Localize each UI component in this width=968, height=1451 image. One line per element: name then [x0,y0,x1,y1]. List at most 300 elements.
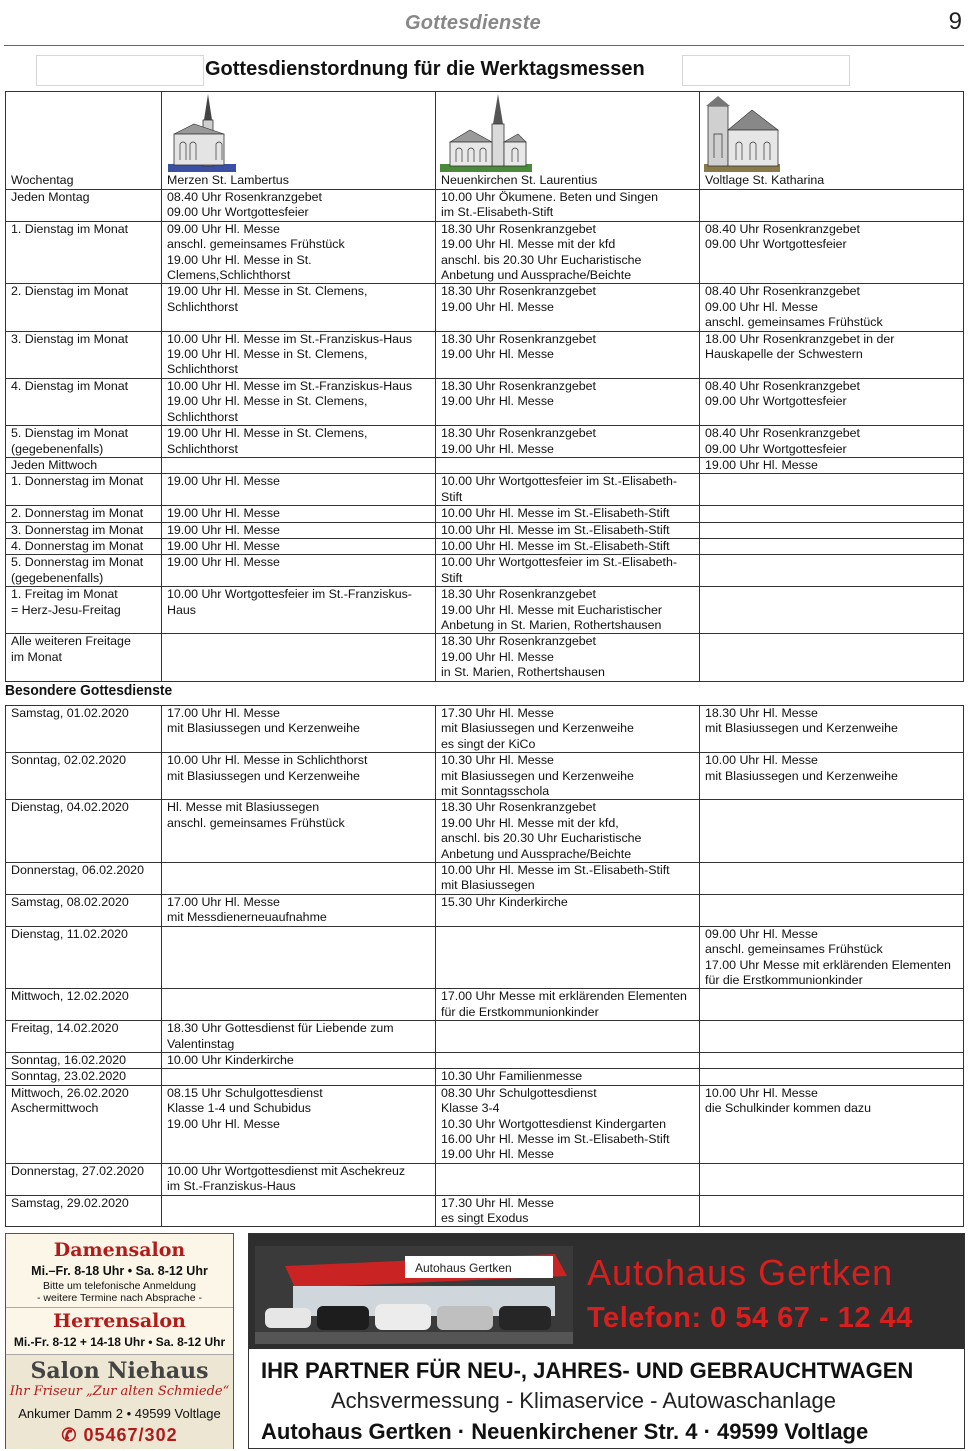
special-row [6,1069,964,1085]
special-merzen-line: 19.00 Uhr Hl. Messe [167,1116,280,1131]
weekday-voltlage-line: 08.40 Uhr Rosenkranzgebet [705,378,860,393]
weekday-cell-voltlage [700,555,964,587]
special-cell-merzen [162,1195,436,1227]
weekday-day-line: 5. Dienstag im Monat [11,426,129,441]
special-cell-day [6,863,162,895]
special-neuenkirchen-line: 19.00 Uhr Hl. Messe mit der kfd, [441,815,619,830]
special-services-heading: Besondere Gottesdienste [5,682,173,699]
weekday-merzen-line: anschl. gemeinsames Frühstück [167,237,345,252]
weekday-row [6,331,964,378]
special-cell-neuenkirchen [436,989,700,1021]
special-cell-merzen [162,926,436,989]
special-neuenkirchen-line: 17.30 Uhr Hl. Messe [441,1195,554,1210]
special-neuenkirchen-line: 17.00 Uhr Messe mit erklärenden Elementen [441,989,687,1004]
weekday-merzen-line: 19.00 Uhr Hl. Messe in St. Clemens, [167,347,368,362]
special-merzen-line: 08.15 Uhr Schulgottesdienst [167,1085,323,1100]
special-voltlage-line: 09.00 Uhr Hl. Messe [705,926,818,941]
special-neuenkirchen-line: mit Sonntagsschola [441,784,550,799]
special-row [6,1195,964,1227]
weekday-day-line: 3. Dienstag im Monat [11,331,129,346]
weekday-cell-voltlage [700,190,964,222]
weekday-cell-neuenkirchen [436,634,700,681]
weekday-row [6,221,964,284]
damensalon-title: Damensalon [53,1239,186,1261]
special-cell-merzen [162,1069,436,1085]
weekday-merzen-line: 10.00 Uhr Hl. Messe im St.-Franziskus-Haus [167,378,413,393]
weekday-cell-day [6,331,162,378]
weekday-neuenkirchen-line: 10.00 Uhr Ökumene. Beten und Singen [441,190,658,204]
weekday-day-line: 4. Donnerstag im Monat [11,538,144,553]
autohaus-tagline: IHR PARTNER FÜR NEU-, JAHRES- UND GEBRAUCHTWAGEN [261,1358,914,1383]
weekday-merzen-line: 10.00 Uhr Hl. Messe im St.-Franziskus-Haus [167,331,413,346]
special-row [6,706,964,753]
weekday-neuenkirchen-line: im St.-Elisabeth-Stift [441,205,554,220]
weekday-cell-voltlage [700,457,964,473]
weekday-cell-merzen [162,331,436,378]
special-day-line: Samstag, 29.02.2020 [11,1195,129,1210]
special-day-line: Samstag, 01.02.2020 [11,706,129,720]
special-cell-voltlage [700,1021,964,1053]
weekday-merzen-line: 19.00 Uhr Hl. Messe [167,538,280,553]
weekday-cell-voltlage [700,587,964,634]
special-cell-merzen [162,1021,436,1053]
special-cell-neuenkirchen [436,863,700,895]
weekday-day-line: = Herz-Jesu-Freitag [11,602,121,617]
weekday-row [6,426,964,458]
neuenkirchen-church-icon [440,94,532,172]
table-header-row [6,92,964,190]
special-merzen-line: mit Messdienerneuaufnahme [167,910,327,925]
weekday-neuenkirchen-line: 19.00 Uhr Hl. Messe [441,394,554,409]
weekday-neuenkirchen-line: Anbetung und Aussprache/Beichte [441,268,632,283]
weekday-cell-neuenkirchen [436,426,700,458]
weekday-cell-voltlage [700,221,964,284]
weekday-cell-neuenkirchen [436,284,700,331]
special-day-line: Dienstag, 11.02.2020 [11,926,128,941]
salon-phone [6,1425,233,1446]
header-voltlage-label: Voltlage St. Katharina [705,172,825,187]
weekday-day-line: im Monat [11,649,62,664]
weekday-merzen-line: Schlichthorst [167,441,238,456]
special-cell-merzen [162,989,436,1021]
weekday-voltlage-line: 09.00 Uhr Wortgottesfeier [705,441,847,456]
weekday-voltlage-line: 09.00 Uhr Hl. Messe [705,299,818,314]
merzen-church-icon [168,94,236,172]
special-neuenkirchen-line: 10.30 Uhr Familienmesse [441,1069,583,1084]
weekday-neuenkirchen-line: in St. Marien, Rothertshausen [441,665,605,680]
dealership-sign: Autohaus Gertken [415,1261,512,1275]
weekday-row [6,538,964,554]
weekday-cell-merzen [162,506,436,522]
page-header [0,8,968,44]
weekday-day-line: 5. Donnerstag im Monat [11,555,144,570]
weekday-merzen-line: Schlichthorst [167,299,238,314]
header-merzen-label: Merzen St. Lambertus [167,172,289,187]
special-neuenkirchen-line: 15.30 Uhr Kinderkirche [441,894,568,909]
weekday-voltlage-line: 18.00 Uhr Rosenkranzgebet in der [705,331,895,346]
weekday-cell-neuenkirchen [436,331,700,378]
title-box-left [36,55,204,86]
weekday-cell-neuenkirchen [436,457,700,473]
special-neuenkirchen-line: Anbetung und Aussprache/Beichte [441,846,632,861]
weekday-voltlage-line: 08.40 Uhr Rosenkranzgebet [705,426,860,441]
special-cell-neuenkirchen [436,1021,700,1053]
special-row [6,989,964,1021]
special-cell-voltlage [700,1195,964,1227]
weekday-cell-neuenkirchen [436,538,700,554]
special-cell-day [6,894,162,926]
special-schedule-table [5,705,964,1227]
special-cell-voltlage [700,1069,964,1085]
dealership-photo [255,1246,573,1344]
weekday-day-line: 1. Donnerstag im Monat [11,474,144,489]
special-cell-voltlage [700,1163,964,1195]
weekday-schedule-table [5,91,964,682]
weekday-cell-merzen [162,474,436,506]
weekday-neuenkirchen-line: Anbetung in St. Marien, Rothertshausen [441,617,662,632]
special-cell-merzen [162,706,436,753]
weekday-day-line: 1. Dienstag im Monat [11,221,129,236]
header-neuenkirchen-label: Neuenkirchen St. Laurentius [441,172,598,187]
special-cell-day [6,1052,162,1068]
weekday-merzen-line: 19.00 Uhr Hl. Messe in St. [167,252,312,267]
special-day-line: Freitag, 14.02.2020 [11,1021,119,1036]
title-box-right [682,55,850,86]
special-voltlage-line: 10.00 Uhr Hl. Messe [705,1085,818,1100]
autohaus-address: Autohaus Gertken · Neuenkirchener Str. 4 · 49599 Voltlage [261,1419,869,1444]
weekday-cell-voltlage [700,634,964,681]
weekday-neuenkirchen-line: 10.00 Uhr Hl. Messe im St.-Elisabeth-Stift [441,522,670,537]
appointment-note: Bitte um telefonische Anmeldung [43,1280,196,1292]
weekday-neuenkirchen-line: 19.00 Uhr Hl. Messe mit Eucharistischer [441,602,663,617]
special-cell-merzen [162,753,436,800]
special-day-line: Dienstag, 04.02.2020 [11,800,129,815]
special-row [6,863,964,895]
special-cell-day [6,753,162,800]
weekday-day-line: Jeden Montag [11,190,90,204]
special-row [6,926,964,989]
special-voltlage-line: die Schulkinder kommen dazu [705,1101,871,1116]
special-neuenkirchen-line: es singt Exodus [441,1211,529,1225]
special-row [6,1085,964,1163]
weekday-merzen-line: Haus [167,602,196,617]
special-merzen-line: 10.00 Uhr Hl. Messe in Schlichthorst [167,753,368,768]
weekday-cell-merzen [162,378,436,425]
weekday-neuenkirchen-line: 18.30 Uhr Rosenkranzgebet [441,634,596,649]
weekday-row [6,555,964,587]
weekday-neuenkirchen-line: 10.00 Uhr Hl. Messe im St.-Elisabeth-Stift [441,506,670,521]
special-row [6,894,964,926]
special-cell-day [6,1163,162,1195]
special-cell-merzen [162,1163,436,1195]
special-merzen-line: Klasse 1-4 und Schubidus [167,1101,311,1116]
special-neuenkirchen-line: anschl. bis 20.30 Uhr Eucharistische [441,831,642,846]
special-day-line: Samstag, 08.02.2020 [11,894,129,909]
special-cell-voltlage [700,800,964,863]
special-cell-neuenkirchen [436,800,700,863]
special-merzen-line: mit Blasiussegen und Kerzenweihe [167,721,360,736]
special-merzen-line: 10.00 Uhr Kinderkirche [167,1052,294,1067]
special-cell-day [6,926,162,989]
appointment-note-2: - weitere Termine nach Absprache - [37,1292,202,1304]
weekday-cell-merzen [162,587,436,634]
special-neuenkirchen-line: Klasse 3-4 [441,1101,500,1116]
special-cell-day [6,706,162,753]
special-neuenkirchen-line: mit Blasiussegen und Kerzenweihe [441,721,634,736]
weekday-merzen-line: 19.00 Uhr Hl. Messe in St. Clemens, [167,426,368,441]
weekday-merzen-line: 10.00 Uhr Wortgottesfeier im St.-Franziskus- [167,587,412,602]
header-merzen [162,92,436,190]
weekday-row [6,587,964,634]
weekday-cell-day [6,522,162,538]
special-cell-day [6,1069,162,1085]
weekday-cell-neuenkirchen [436,522,700,538]
weekday-cell-day [6,221,162,284]
special-voltlage-line: 18.30 Uhr Hl. Messe [705,706,818,720]
weekday-voltlage-line: anschl. gemeinsames Frühstück [705,315,883,330]
weekday-cell-day [6,506,162,522]
damensalon-hours: Mi.–Fr. 8-18 Uhr • Sa. 8-12 Uhr [31,1264,208,1278]
weekday-cell-voltlage [700,506,964,522]
weekday-cell-merzen [162,538,436,554]
special-neuenkirchen-line: mit Blasiussegen und Kerzenweihe [441,768,634,783]
special-cell-voltlage [700,926,964,989]
weekday-cell-voltlage [700,331,964,378]
special-neuenkirchen-line: 10.30 Uhr Wortgottesdienst Kindergarten [441,1116,666,1131]
special-row [6,800,964,863]
weekday-cell-day [6,634,162,681]
header-weekday [6,92,162,190]
special-merzen-line: anschl. gemeinsames Frühstück [167,815,345,830]
weekday-cell-neuenkirchen [436,190,700,222]
weekday-cell-merzen [162,555,436,587]
special-cell-neuenkirchen [436,706,700,753]
special-cell-neuenkirchen [436,1163,700,1195]
weekday-cell-neuenkirchen [436,506,700,522]
herrensalon-title: Herrensalon [53,1310,186,1332]
weekday-cell-day [6,474,162,506]
weekday-neuenkirchen-line: 18.30 Uhr Rosenkranzgebet [441,378,596,393]
weekday-cell-day [6,378,162,425]
special-cell-neuenkirchen [436,753,700,800]
weekday-neuenkirchen-line: Stift [441,570,463,585]
weekday-neuenkirchen-line: 18.30 Uhr Rosenkranzgebet [441,426,596,441]
special-neuenkirchen-line: 18.30 Uhr Rosenkranzgebet [441,800,596,815]
weekday-row [6,506,964,522]
weekday-neuenkirchen-line: 18.30 Uhr Rosenkranzgebet [441,221,596,236]
weekday-merzen-line: 08.40 Uhr Rosenkranzgebet [167,190,322,204]
phone-icon: ✆ [61,1425,84,1445]
weekday-neuenkirchen-line: anschl. bis 20.30 Uhr Eucharistische [441,252,642,267]
special-cell-neuenkirchen [436,1195,700,1227]
autohaus-services: Achsvermessung - Klimaservice - Autowaschanlage [331,1388,837,1413]
salon-slogan: Ihr Friseur „Zur alten Schmiede“ [9,1384,230,1399]
special-neuenkirchen-line: es singt der KiCo [441,736,536,751]
special-neuenkirchen-line: 17.30 Uhr Hl. Messe [441,706,554,720]
salon-phone-number: 05467/302 [83,1425,178,1445]
weekday-merzen-line: 19.00 Uhr Hl. Messe in St. Clemens, [167,394,368,409]
special-neuenkirchen-line: für die Erstkommunionkinder [441,1004,599,1019]
weekday-day-line: (gegebenenfalls) [11,441,104,456]
section-title: Gottesdienste [405,12,541,34]
weekday-voltlage-line: 08.40 Uhr Rosenkranzgebet [705,284,860,299]
weekday-neuenkirchen-line: 19.00 Uhr Hl. Messe [441,347,554,362]
weekday-cell-voltlage [700,538,964,554]
header-weekday-label: Wochentag [11,172,74,187]
weekday-cell-voltlage [700,474,964,506]
weekday-cell-day [6,284,162,331]
weekday-merzen-line: 19.00 Uhr Hl. Messe in St. Clemens, [167,284,368,299]
special-cell-neuenkirchen [436,1085,700,1163]
weekday-cell-merzen [162,221,436,284]
weekday-row [6,190,964,222]
weekday-merzen-line: Schlichthorst [167,409,238,424]
special-voltlage-line: mit Blasiussegen und Kerzenweihe [705,721,898,736]
weekday-neuenkirchen-line: 10.00 Uhr Wortgottesfeier im St.-Elisabeth- [441,555,677,570]
weekday-row [6,634,964,681]
weekday-neuenkirchen-line: 18.30 Uhr Rosenkranzgebet [441,284,596,299]
special-cell-voltlage [700,706,964,753]
weekday-day-line: 2. Donnerstag im Monat [11,506,144,521]
special-merzen-line: im St.-Franziskus-Haus [167,1179,296,1194]
special-cell-day [6,989,162,1021]
weekday-day-line: 2. Dienstag im Monat [11,284,129,299]
weekday-voltlage-line: 09.00 Uhr Wortgottesfeier [705,394,847,409]
salon-name: Salon Niehaus [30,1358,209,1384]
weekday-neuenkirchen-line: 18.30 Uhr Rosenkranzgebet [441,587,596,602]
weekday-cell-voltlage [700,378,964,425]
header-neuenkirchen [436,92,700,190]
special-row [6,1052,964,1068]
weekday-day-line: Jeden Mittwoch [11,457,98,472]
weekday-row [6,457,964,473]
header-rule [4,45,964,46]
weekday-voltlage-line: 09.00 Uhr Wortgottesfeier [705,237,847,252]
special-neuenkirchen-line: 19.00 Uhr Hl. Messe [441,1147,554,1162]
special-voltlage-line: für die Erstkommunionkinder [705,972,863,987]
weekday-merzen-line: 19.00 Uhr Hl. Messe [167,474,280,489]
weekday-neuenkirchen-line: 10.00 Uhr Hl. Messe im St.-Elisabeth-Stift [441,538,670,553]
special-cell-merzen [162,863,436,895]
weekday-cell-day [6,587,162,634]
special-cell-voltlage [700,1085,964,1163]
weekday-neuenkirchen-line: 18.30 Uhr Rosenkranzgebet [441,331,596,346]
weekday-row [6,522,964,538]
special-merzen-line: 17.00 Uhr Hl. Messe [167,894,280,909]
weekday-merzen-line: 19.00 Uhr Hl. Messe [167,506,280,521]
weekday-cell-merzen [162,190,436,222]
herrensalon-hours: Mi.-Fr. 8-12 + 14-18 Uhr • Sa. 8-12 Uhr [13,1335,226,1349]
special-cell-voltlage [700,1052,964,1068]
weekday-merzen-line: 09.00 Uhr Wortgottesfeier [167,205,309,220]
weekday-day-line: 4. Dienstag im Monat [11,378,129,393]
weekday-row [6,284,964,331]
weekday-merzen-line: 09.00 Uhr Hl. Messe [167,221,280,236]
weekday-row [6,474,964,506]
special-cell-voltlage [700,894,964,926]
special-merzen-line: Hl. Messe mit Blasiussegen [167,800,320,815]
weekday-row [6,378,964,425]
special-day-line: Sonntag, 02.02.2020 [11,753,127,768]
special-cell-neuenkirchen [436,1069,700,1085]
page-number: 9 [948,8,962,35]
weekday-day-line: 1. Freitag im Monat [11,587,118,602]
special-day-line: Aschermittwoch [11,1101,99,1116]
weekday-merzen-line: Clemens,Schlichthorst [167,268,291,283]
weekday-cell-day [6,457,162,473]
special-day-line: Sonntag, 16.02.2020 [11,1052,127,1067]
weekday-cell-neuenkirchen [436,221,700,284]
weekday-cell-voltlage [700,284,964,331]
voltlage-church-icon [704,94,780,172]
special-voltlage-line: 10.00 Uhr Hl. Messe [705,753,818,768]
weekday-cell-neuenkirchen [436,378,700,425]
weekday-neuenkirchen-line: Stift [441,489,463,504]
special-neuenkirchen-line: 10.00 Uhr Hl. Messe im St.-Elisabeth-Stift [441,863,670,878]
special-cell-merzen [162,1085,436,1163]
special-cell-merzen [162,894,436,926]
special-day-line: Mittwoch, 26.02.2020 [11,1085,129,1100]
autohaus-gertken-ad [248,1233,965,1449]
schedule-title: Gottesdienstordnung für die Werktagsmessen [205,58,645,80]
special-voltlage-line: mit Blasiussegen und Kerzenweihe [705,768,898,783]
weekday-cell-neuenkirchen [436,474,700,506]
special-row [6,1163,964,1195]
special-merzen-line: 10.00 Uhr Wortgottesdienst mit Aschekreuz [167,1163,406,1178]
special-day-line: Donnerstag, 27.02.2020 [11,1163,144,1178]
weekday-cell-neuenkirchen [436,555,700,587]
weekday-day-line: (gegebenenfalls) [11,570,104,585]
weekday-day-line: Alle weiteren Freitage [11,634,131,649]
special-cell-day [6,800,162,863]
weekday-neuenkirchen-line: 19.00 Uhr Hl. Messe [441,441,554,456]
weekday-voltlage-line: 19.00 Uhr Hl. Messe [705,457,818,472]
ad-divider [6,1307,233,1308]
weekday-neuenkirchen-line: 19.00 Uhr Hl. Messe [441,649,554,664]
weekday-cell-day [6,555,162,587]
special-cell-voltlage [700,753,964,800]
special-cell-neuenkirchen [436,926,700,989]
weekday-voltlage-line: Hauskapelle der Schwestern [705,347,863,362]
special-row [6,753,964,800]
weekday-merzen-line: 19.00 Uhr Hl. Messe [167,555,280,570]
special-merzen-line: 17.00 Uhr Hl. Messe [167,706,280,720]
special-neuenkirchen-line: 10.30 Uhr Hl. Messe [441,753,554,768]
weekday-day-line: 3. Donnerstag im Monat [11,522,144,537]
special-neuenkirchen-line: 08.30 Uhr Schulgottesdienst [441,1085,597,1100]
weekday-cell-neuenkirchen [436,587,700,634]
weekday-cell-day [6,538,162,554]
weekday-cell-merzen [162,426,436,458]
salon-address: Ankumer Damm 2 • 49599 Voltlage [18,1406,221,1421]
special-day-line: Sonntag, 23.02.2020 [11,1069,127,1084]
special-cell-voltlage [700,989,964,1021]
special-merzen-line: mit Blasiussegen und Kerzenweihe [167,768,360,783]
weekday-cell-day [6,426,162,458]
special-cell-merzen [162,1052,436,1068]
special-row [6,1021,964,1053]
weekday-cell-merzen [162,522,436,538]
special-voltlage-line: 17.00 Uhr Messe mit erklärenden Elementen [705,957,951,972]
weekday-merzen-line: Schlichthorst [167,362,238,377]
special-cell-day [6,1085,162,1163]
special-cell-merzen [162,800,436,863]
special-cell-day [6,1195,162,1227]
header-voltlage [700,92,964,190]
special-cell-voltlage [700,863,964,895]
special-neuenkirchen-line: mit Blasiussegen [441,878,535,893]
special-voltlage-line: anschl. gemeinsames Frühstück [705,942,883,957]
